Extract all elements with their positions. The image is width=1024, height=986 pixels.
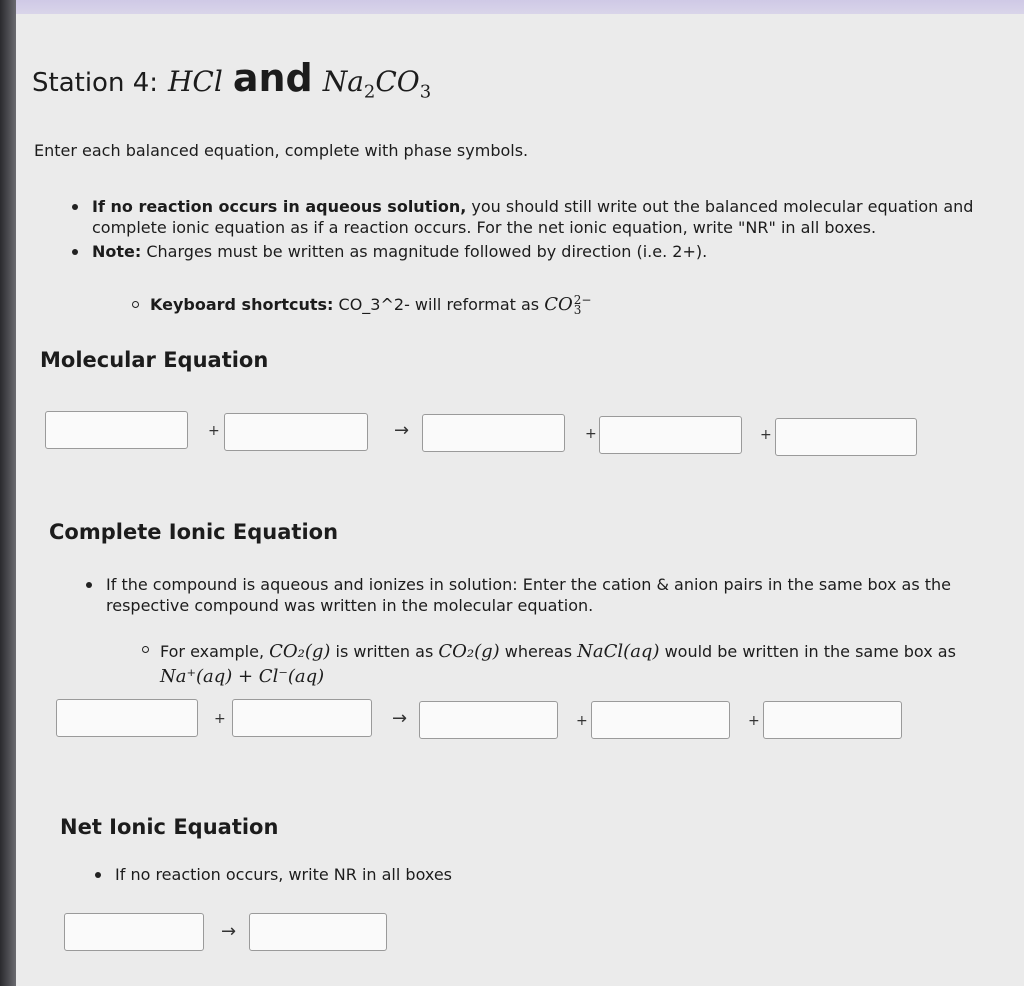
note-nr: If no reaction occurs, write NR in all boxes [95,864,452,885]
note-charges: Note: Charges must be written as magnitude followed by direction (i.e. 2+). [72,241,992,262]
net-ionic-notes [95,864,452,885]
note-example: For example, CO₂(g) is written as CO₂(g) whereas NaCl(aq) would be written in the same box as Na⁺(aq) + Cl⁻(aq) [142,639,970,689]
note-keyboard-shortcuts: Keyboard shortcuts: CO_3^2- will reformat as CO 2− 3 [132,294,1024,315]
title-reactant1: HCl [168,65,223,98]
net-box-2[interactable] [249,913,387,951]
title-prefix: Station 4: [32,68,159,98]
ionic-box-1[interactable] [56,699,198,737]
notes-list [72,196,992,262]
ionic-box-2[interactable] [232,699,372,737]
net-ionic-heading: Net Ionic Equation [60,815,279,839]
net-box-1[interactable] [64,913,204,951]
molecular-box-4[interactable] [599,416,742,454]
reaction-arrow: → [392,708,408,729]
plus-sign: + [214,711,226,727]
ionic-box-3[interactable] [419,701,558,739]
plus-sign: + [585,426,597,442]
ionic-box-4[interactable] [591,701,730,739]
plus-sign: + [748,713,760,729]
note-aqueous-ionizes: If the compound is aqueous and ionizes in solution: Enter the cation & anion pairs in the same box as the respective compound was written in the molecular equation. [86,574,991,616]
plus-sign: + [760,427,772,443]
intro-text: Enter each balanced equation, complete with phase symbols. [34,141,529,160]
left-edge [0,0,16,986]
title-reactant2: $Na_2CO_3$ [322,65,432,103]
reaction-arrow: → [394,420,410,441]
molecular-box-2[interactable] [224,413,368,451]
ionic-box-5[interactable] [763,701,902,739]
complete-ionic-notes [86,574,991,616]
note-no-reaction: If no reaction occurs in aqueous solution, you should still write out the balanced molecular equation and complete ionic equation as if a reaction occurs. For the net ionic equation, write "NR" in all boxes. [72,196,992,238]
complete-ionic-heading: Complete Ionic Equation [49,520,339,544]
reaction-arrow: → [221,921,237,942]
molecular-heading: Molecular Equation [40,348,269,372]
title-and: and [232,56,313,100]
molecular-box-5[interactable] [775,418,917,456]
molecular-box-3[interactable] [422,414,565,452]
page-title [32,56,431,103]
plus-sign: + [576,713,588,729]
plus-sign: + [208,423,220,439]
molecular-box-1[interactable] [45,411,188,449]
